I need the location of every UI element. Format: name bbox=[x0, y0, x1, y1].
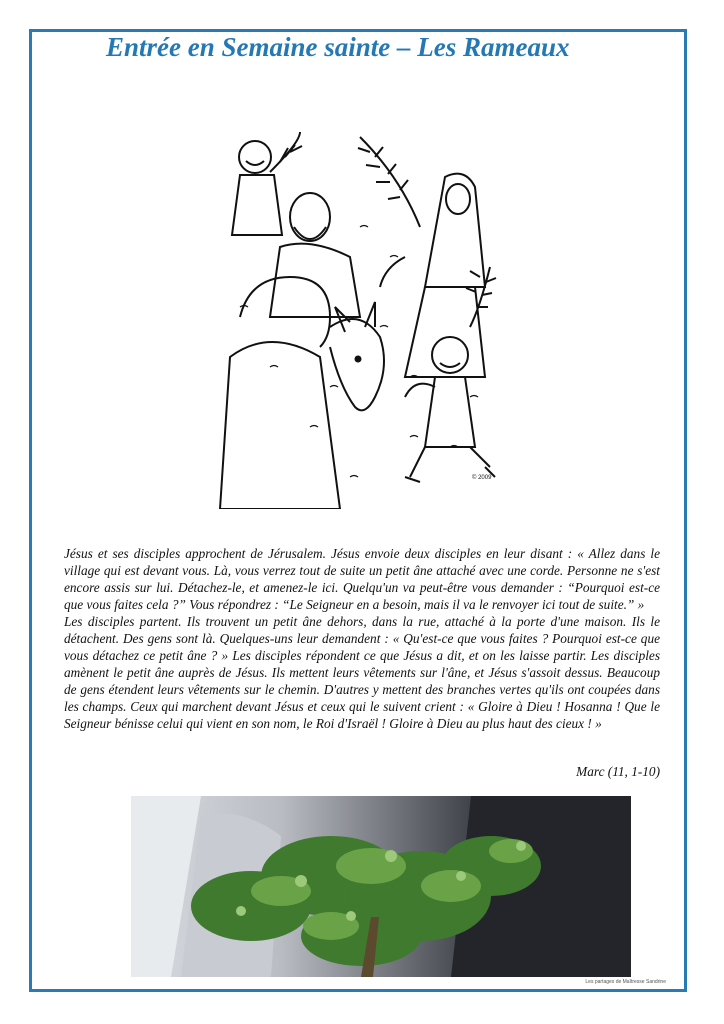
gospel-reference: Marc (11, 1-10) bbox=[576, 764, 660, 779]
illustration-signature: © 2009 bbox=[472, 475, 492, 481]
illustration-drawing bbox=[210, 127, 510, 509]
page-title: Entrée en Semaine sainte – Les Rameaux bbox=[106, 32, 570, 62]
boxwood-photo bbox=[131, 796, 631, 977]
palm-sunday-illustration bbox=[210, 127, 510, 509]
boxwood-photo-image bbox=[131, 796, 631, 977]
gospel-text bbox=[64, 545, 660, 732]
photo-credit: Les partages de Maîtresse Sandrine bbox=[585, 979, 666, 985]
gospel-paragraph-2: Les disciples partent. Ils trouvent un petit âne dehors, dans la rue, attaché à la porte d'une maison. Ils le détachent. Des gens sont là. Quelques-uns leur demandent : « Qu'est-ce que vous faites ? Pourquoi est-ce que vous détachez ce petit âne ? » Les disciples répondent ce que Jésus a dit, et on les laisse partir. Les disciples amènent le petit âne auprès de Jésus. Ils mettent leurs vêtements sur l'âne, et Jésus s'assoit dessus. Beaucoup de gens étendent leurs vêtements sur le chemin. D'autres y mettent des branches vertes qu'ils ont coupées dans les champs. Ceux qui marchent devant Jésus et ceux qui le suivent crient : « Gloire à Dieu ! Hosanna ! Que le Seigneur bénisse celui qui vient en son nom, le Roi d'Israël ! Gloire à Dieu au plus haut des cieux ! » bbox=[64, 614, 660, 731]
gospel-paragraph-1: Jésus et ses disciples approchent de Jérusalem. Jésus envoie deux disciples en leur disant : « Allez dans le village qui est devant vous. Là, vous verrez tout de suite un petit âne attaché avec une corde. Personne ne s'est encore assis sur lui. Détachez-le, et amenez-le ici. Quelqu'un va peut-être vous demander : “Pourquoi est-ce que vous faites cela ?” Vous répondrez : “Le Seigneur en a besoin, mais il va le renvoyer ici tout de suite.” » bbox=[64, 546, 660, 612]
